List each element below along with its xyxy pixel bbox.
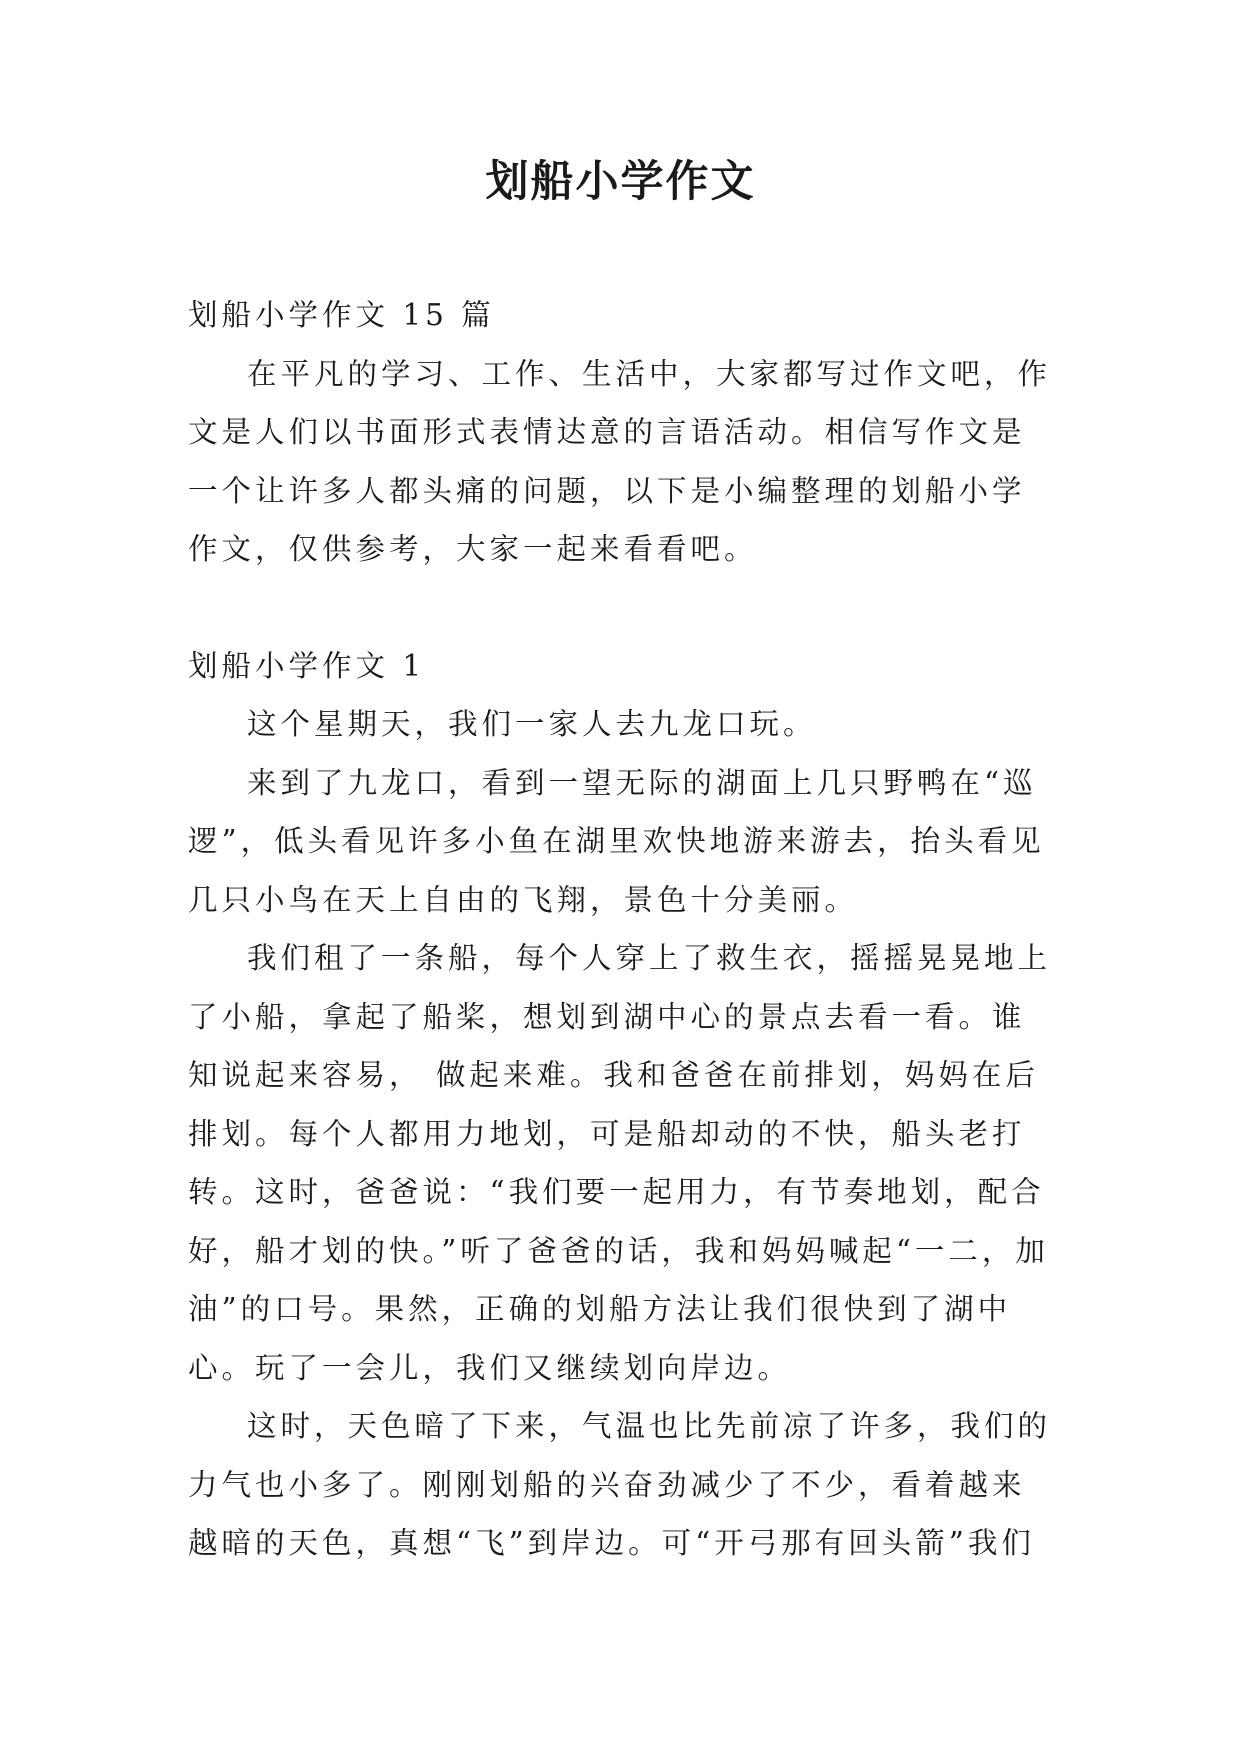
paragraph: 来到了九龙口，看到一望无际的湖面上几只野鸭在“巡逻”，低头看见许多小鱼在湖里欢快地游来游去，抬头看见几只小鸟在天上自由的飞翔，景色十分美丽。 xyxy=(188,765,1045,917)
paragraph: 我们租了一条船，每个人穿上了救生衣，摇摇晃晃地上了小船，拿起了船桨，想划到湖中心的景点去看一看。谁知说起来容易， 做起来难。我和爸爸在前排划，妈妈在后排划。每个人都用力地划，可是船却动的不快，船头老打转。这时，爸爸说：“我们要一起用力，有节奏地划，配合好，船才划的快。”听了爸爸的话，我和妈妈喊起“一二，加油”的口号。果然，正确的划船方法让我们很快到了湖中心。玩了一会儿，我们又继续划向岸边。 xyxy=(188,941,1052,1385)
section-spacer xyxy=(188,579,1054,637)
page-title: 划船小学作文 xyxy=(485,157,756,207)
subtitle: 划船小学作文 15 篇 xyxy=(188,298,495,332)
intro-paragraph: 在平凡的学习、工作、生活中，大家都写过作文吧，作文是人们以书面形式表情达意的言语活动。相信写作文是一个让许多人都头痛的问题，以下是小编整理的划船小学作文，仅供参考，大家一起来看看吧。 xyxy=(188,356,1052,566)
section-heading: 划船小学作文 1 xyxy=(188,648,426,683)
document-body xyxy=(188,286,1054,1573)
paragraph: 这个星期天，我们一家人去九龙口玩。 xyxy=(247,707,817,741)
paragraph: 这时，天色暗了下来，气温也比先前凉了许多，我们的力气也小多了。刚刚划船的兴奋劲减少了不少，看着越来越暗的天色，真想“飞”到岸边。可“开弓那有回头箭”我们 xyxy=(188,1409,1052,1560)
